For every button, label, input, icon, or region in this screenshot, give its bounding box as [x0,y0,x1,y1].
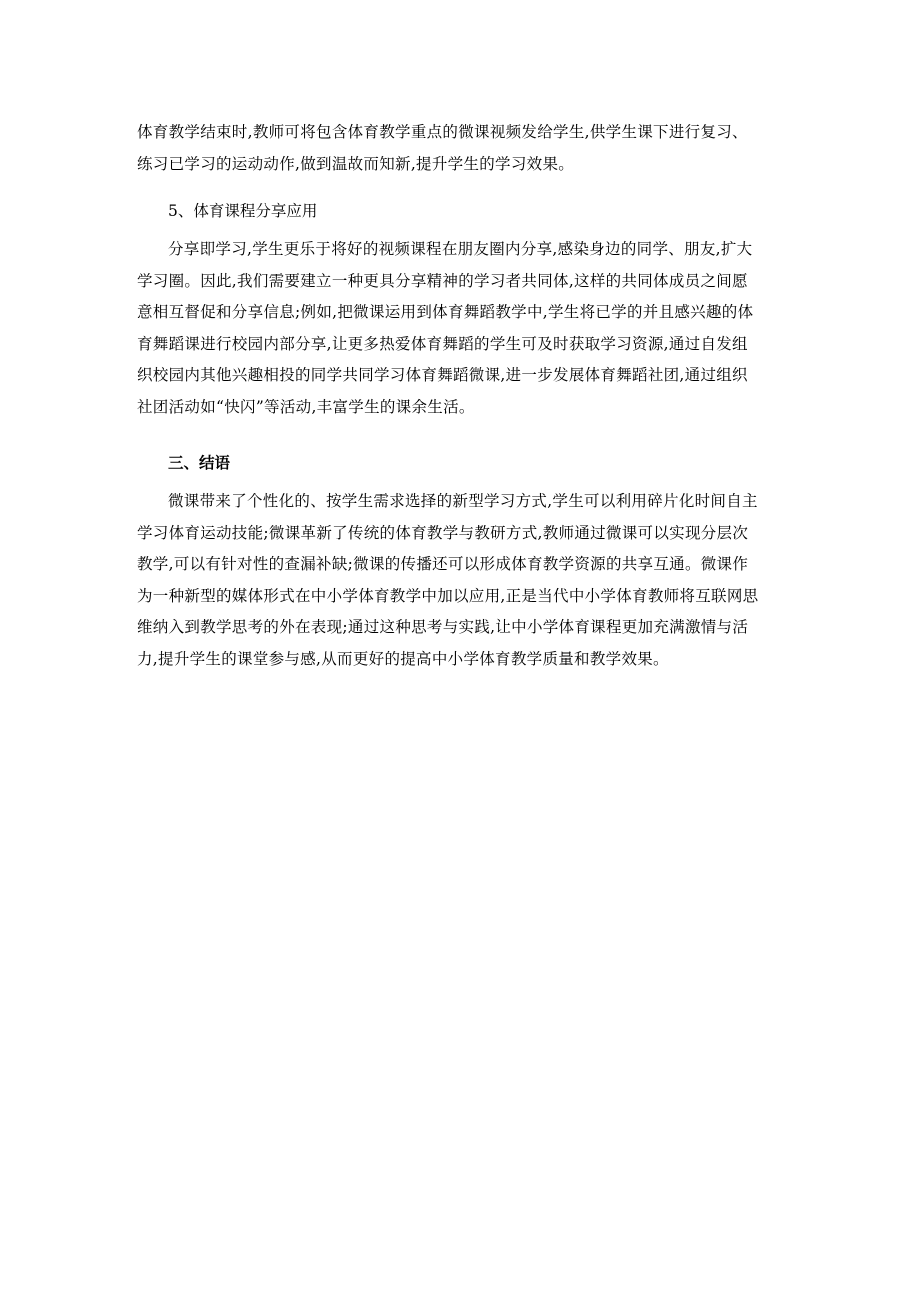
section-5-line-4: 育舞蹈课进行校园内部分享,让更多热爱体育舞蹈的学生可及时获取学习资源,通过自发组 [137,334,748,353]
section-5-line-6: 社团活动如“快闪”等活动,丰富学生的课余生活。 [137,397,475,416]
conclusion-line-6: 力,提升学生的课堂参与感,从而更好的提高中小学体育教学质量和教学效果。 [137,649,669,668]
section-5-paragraph [137,234,787,423]
conclusion-paragraph [137,486,787,675]
conclusion-line-2: 学习体育运动技能;微课革新了传统的体育教学与教研方式,教师通过微课可以实现分层次 [137,523,749,542]
section-5-line-2: 学习圈。因此,我们需要建立一种更具分享精神的学习者共同体,这样的共同体成员之间愿 [137,271,748,290]
intro-line-1: 体育教学结束时,教师可将包含体育教学重点的微课视频发给学生,供学生课下进行复习、 [137,123,748,141]
section-5-line-5: 织校园内其他兴趣相投的同学共同学习体育舞蹈微课,进一步发展体育舞蹈社团,通过组织 [137,366,748,384]
conclusion-line-1: 微课带来了个性化的、按学生需求选择的新型学习方式,学生可以利用碎片化时间自主 [168,492,758,510]
intro-paragraph [137,117,787,180]
section-5-line-3: 意相互督促和分享信息;例如,把微课运用到体育舞蹈教学中,学生将已学的并且感兴趣的体 [137,303,754,321]
conclusion-line-4: 为一种新型的媒体形式在中小学体育教学中加以应用,正是当代中小学体育教师将互联网思 [137,586,759,605]
conclusion-heading: 三、结语 [168,453,231,472]
conclusion-line-5: 维纳入到教学思考的外在表现;通过这种思考与实践,让中小学体育课程更加充满激情与活 [137,618,749,636]
section-5-line-1: 分享即学习,学生更乐于将好的视频课程在朋友圈内分享,感染身边的同学、朋友,扩大 [168,240,753,258]
intro-line-2: 练习已学习的运动动作,做到温故而知新,提升学生的学习效果。 [137,154,575,173]
section-5-heading: 5、体育课程分享应用 [168,202,318,220]
conclusion-line-3: 教学,可以有针对性的查漏补缺;微课的传播还可以形成体育教学资源的共享互通。微课作 [137,555,749,573]
